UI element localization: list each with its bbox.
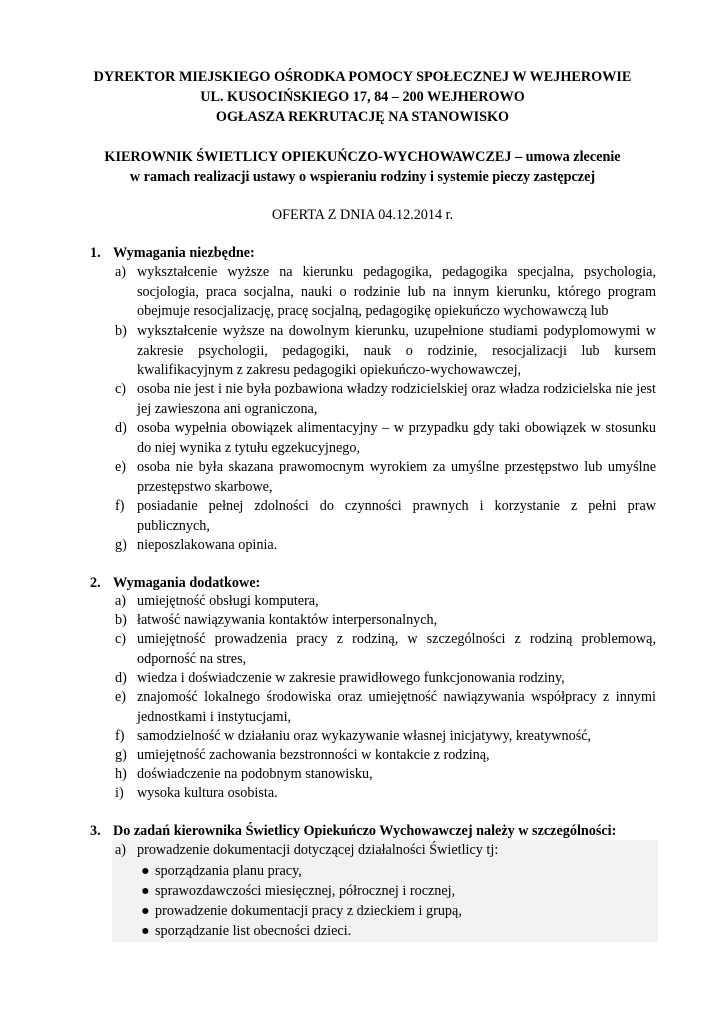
item-letter: a) (115, 593, 127, 609)
list-item (115, 746, 656, 766)
item-letter: e) (115, 459, 127, 475)
list-item (115, 458, 656, 497)
list-item (115, 322, 656, 381)
section-heading (90, 573, 260, 593)
item-text: nieposzlakowana opinia. (137, 537, 278, 553)
item-text: samodzielność w działaniu oraz wykazywanie własnej inicjatywy, kreatywność, (137, 728, 592, 744)
bullet-icon: ● (141, 923, 150, 939)
section-title: Wymagania niezbędne: (113, 245, 255, 261)
item-text: osoba nie była skazana prawomocnym wyrokiem za umyślne przestępstwo lub umyślne przestępstwo skarbowe, (137, 459, 656, 495)
bullet-text: sprawozdawczości miesięcznej, półrocznej i rocznej, (155, 883, 456, 899)
header-line-1: DYREKTOR MIEJSKIEGO OŚRODKA POMOCY SPOŁECZNEJ W WEJHEROWIE (93, 69, 632, 85)
item-letter: f) (115, 498, 125, 514)
item-letter: b) (115, 612, 127, 628)
bullet-icon: ● (141, 903, 150, 919)
list-item (115, 841, 656, 861)
position-line-2: w ramach realizacji ustawy o wspieraniu rodziny i systemie pieczy zastępczej (129, 169, 596, 185)
offer-date: OFERTA Z DNIA 04.12.2014 r. (271, 207, 454, 223)
section-title: Wymagania dodatkowe: (113, 575, 261, 591)
item-text: wiedza i doświadczenie w zakresie prawidłowego funkcjonowania rodziny, (137, 670, 565, 686)
position-line-1: KIEROWNIK ŚWIETLICY OPIEKUŃCZO-WYCHOWAWCZEJ – umowa zlecenie (104, 149, 621, 165)
bullet-text: sporządzanie list obecności dzieci. (155, 923, 352, 939)
position-title (40, 147, 685, 187)
section-number: 3. (90, 823, 101, 839)
item-text: znajomość lokalnego środowiska oraz umiejętność nawiązywania współpracy z innymi jednostkami i instytucjami, (137, 689, 656, 725)
item-text: doświadczenie na podobnym stanowisku, (137, 766, 373, 782)
section-number: 2. (90, 575, 101, 591)
bullet-text: sporządzania planu pracy, (155, 863, 302, 879)
item-letter: h) (115, 766, 127, 782)
item-text: łatwość nawiązywania kontaktów interpersonalnych, (137, 612, 438, 628)
item-text: prowadzenie dokumentacji dotyczącej działalności Świetlicy tj: (137, 842, 499, 858)
section-title: Do zadań kierownika Świetlicy Opiekuńczo Wychowawczej należy w szczególności: (113, 823, 617, 839)
item-text: umiejętność zachowania bezstronności w kontakcie z rodziną, (137, 747, 490, 763)
item-letter: g) (115, 537, 127, 553)
item-letter: c) (115, 631, 127, 647)
bullet-item (141, 901, 462, 921)
header-line-2: UL. KUSOCIŃSKIEGO 17, 84 – 200 WEJHEROWO (200, 89, 525, 105)
item-letter: d) (115, 420, 127, 436)
header-line-3: OGŁASZA REKRUTACJĘ NA STANOWISKO (215, 109, 510, 125)
list-item (115, 784, 656, 804)
item-letter: e) (115, 689, 127, 705)
list-item (115, 497, 656, 536)
list-item (115, 630, 656, 669)
list-item (115, 536, 656, 556)
list-item (115, 592, 656, 612)
bullet-icon: ● (141, 883, 150, 899)
bullet-item (141, 921, 351, 941)
section-heading (90, 821, 616, 841)
item-text: wykształcenie wyższe na kierunku pedagogika, pedagogika specjalna, psychologia, socjologia, praca socjalna, nauki o rodzinie lub na innym kierunku, którego program obejmuje resocjalizację, pracę socjalną, pedagogikę opiekuńczo wychowawczą lub (137, 264, 656, 319)
bullet-icon: ● (141, 863, 150, 879)
item-letter: c) (115, 381, 127, 397)
item-text: posiadanie pełnej zdolności do czynności prawnych i korzystanie z pełni praw publicznych, (137, 498, 656, 534)
list-item (115, 419, 656, 458)
section-number: 1. (90, 245, 101, 261)
item-text: umiejętność prowadzenia pracy z rodziną, w szczególności z rodziną problemową, odporność na stres, (137, 631, 656, 667)
list-item (115, 688, 656, 727)
item-letter: d) (115, 670, 127, 686)
bullet-item (141, 861, 302, 881)
item-text: osoba nie jest i nie była pozbawiona władzy rodzicielskiej oraz władza rodzicielska nie jest jej zawieszona ani ograniczona, (137, 381, 656, 417)
item-text: wysoka kultura osobista. (137, 785, 278, 801)
bullet-text: prowadzenie dokumentacji pracy z dzieckiem i grupą, (155, 903, 462, 919)
item-letter: a) (115, 264, 127, 280)
list-item (115, 263, 656, 322)
item-letter: b) (115, 323, 127, 339)
section-heading (90, 243, 255, 263)
item-letter: a) (115, 842, 127, 858)
list-item (115, 765, 656, 785)
item-text: wykształcenie wyższe na dowolnym kierunku, uzupełnione studiami podyplomowymi w zakresie psychologii, pedagogiki, nauk o rodzinie, resocjalizacji lub kursem kwalifikacyjnym z zakresu pedagogiki opiekuńczo-wychowawczej, (137, 323, 656, 378)
list-item (115, 727, 656, 747)
item-text: osoba wypełnia obowiązek alimentacyjny – w przypadku gdy taki obowiązek w stosunku do niej wynika z tytułu egzekucyjnego, (137, 420, 656, 456)
item-letter: f) (115, 728, 125, 744)
list-item (115, 669, 656, 689)
item-letter: g) (115, 747, 127, 763)
list-item (115, 611, 656, 631)
list-item (115, 380, 656, 419)
document-header (40, 67, 685, 127)
item-letter: i) (115, 785, 124, 801)
item-text: umiejętność obsługi komputera, (137, 593, 319, 609)
bullet-item (141, 881, 455, 901)
